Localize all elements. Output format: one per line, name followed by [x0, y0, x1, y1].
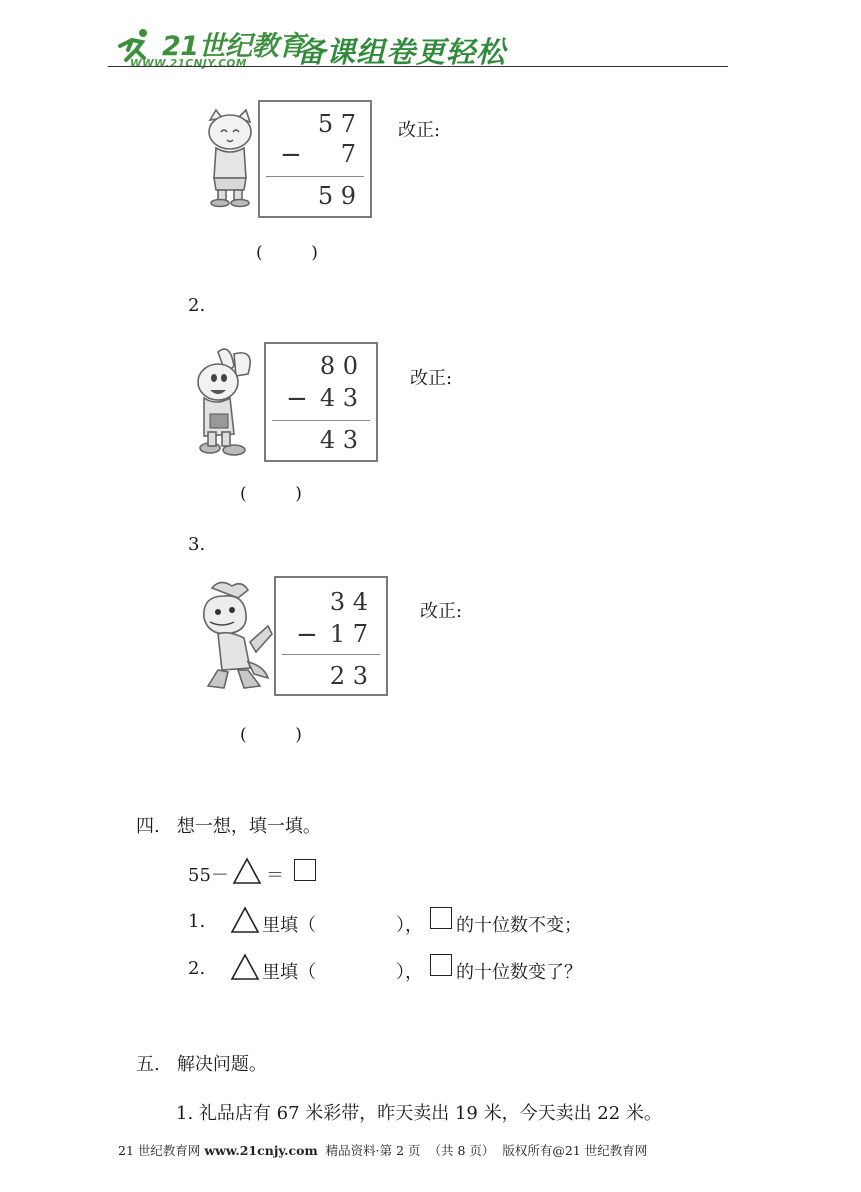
minuend: 5 7	[317, 110, 356, 138]
sum-line	[272, 420, 370, 421]
cat-icon	[200, 108, 260, 208]
sum-line	[266, 176, 364, 177]
fill-close: ），	[396, 915, 423, 936]
page-footer	[118, 1141, 647, 1159]
fill-blank[interactable]	[326, 908, 394, 932]
result: 4 3	[319, 426, 358, 454]
item-number: 2.	[188, 958, 206, 979]
footer-site-link[interactable]: www.21cnjy.com	[204, 1143, 318, 1158]
minuend: 3 4	[329, 588, 368, 616]
fill-label: 里填（	[262, 915, 316, 936]
minus-sign: −	[280, 140, 302, 170]
minus-sign: −	[296, 620, 318, 650]
sum-line	[282, 654, 380, 655]
footer-middle: 精品资料·第 2 页 （共 8 页） 版权所有@21 世纪教育网	[317, 1143, 648, 1158]
header-divider	[108, 66, 728, 67]
judge-blank[interactable]: ( )	[240, 725, 302, 745]
equation-left: 55－	[188, 865, 229, 886]
triangle-icon	[230, 952, 260, 986]
brand-name: 21世纪教育	[162, 31, 305, 62]
footer-left: 21 世纪教育网	[118, 1143, 205, 1158]
item-number: 1.	[188, 911, 206, 932]
subtrahend: 1 7	[329, 620, 368, 648]
minus-sign: −	[286, 384, 308, 414]
fill-blank[interactable]	[326, 955, 394, 979]
judge-blank[interactable]: ( )	[256, 243, 318, 263]
fill-label: 里填（	[262, 962, 316, 983]
square-icon	[430, 954, 452, 976]
problem-number: 3.	[188, 534, 206, 555]
section-heading: 四. 想一想，填一填。	[136, 816, 321, 837]
minuend: 8 0	[319, 352, 358, 380]
subtrahend: 7	[340, 140, 356, 168]
fill-close: ），	[396, 962, 423, 983]
triangle-icon	[232, 856, 262, 890]
correction-label: 改正:	[398, 120, 441, 141]
result: 2 3	[329, 662, 368, 690]
vertical-subtraction-box	[258, 100, 372, 218]
triangle-icon	[230, 905, 260, 939]
correction-label: 改正:	[420, 601, 463, 622]
word-problem: 1. 礼品店有 67 米彩带，昨天卖出 19 米，今天卖出 22 米。	[176, 1103, 662, 1124]
rabbit-icon	[190, 344, 260, 460]
item-tail: 的十位数变了？	[456, 962, 582, 983]
vertical-subtraction-box	[264, 342, 378, 462]
dragon-icon	[198, 578, 276, 694]
judge-blank[interactable]: ( )	[240, 484, 302, 504]
correction-label: 改正:	[410, 368, 453, 389]
square-icon	[294, 859, 316, 881]
subtrahend: 4 3	[319, 384, 358, 412]
vertical-subtraction-box	[274, 576, 388, 696]
header-slogan: 备课组卷更轻松	[296, 35, 507, 69]
problem-number: 2.	[188, 295, 206, 316]
item-tail: 的十位数不变；	[456, 915, 582, 936]
equals-sign: ＝	[266, 865, 284, 886]
result: 5 9	[317, 182, 356, 210]
section-heading: 五. 解决问题。	[136, 1054, 267, 1075]
square-icon	[430, 907, 452, 929]
brand-url: WWW.21CNJY.COM	[130, 58, 247, 70]
